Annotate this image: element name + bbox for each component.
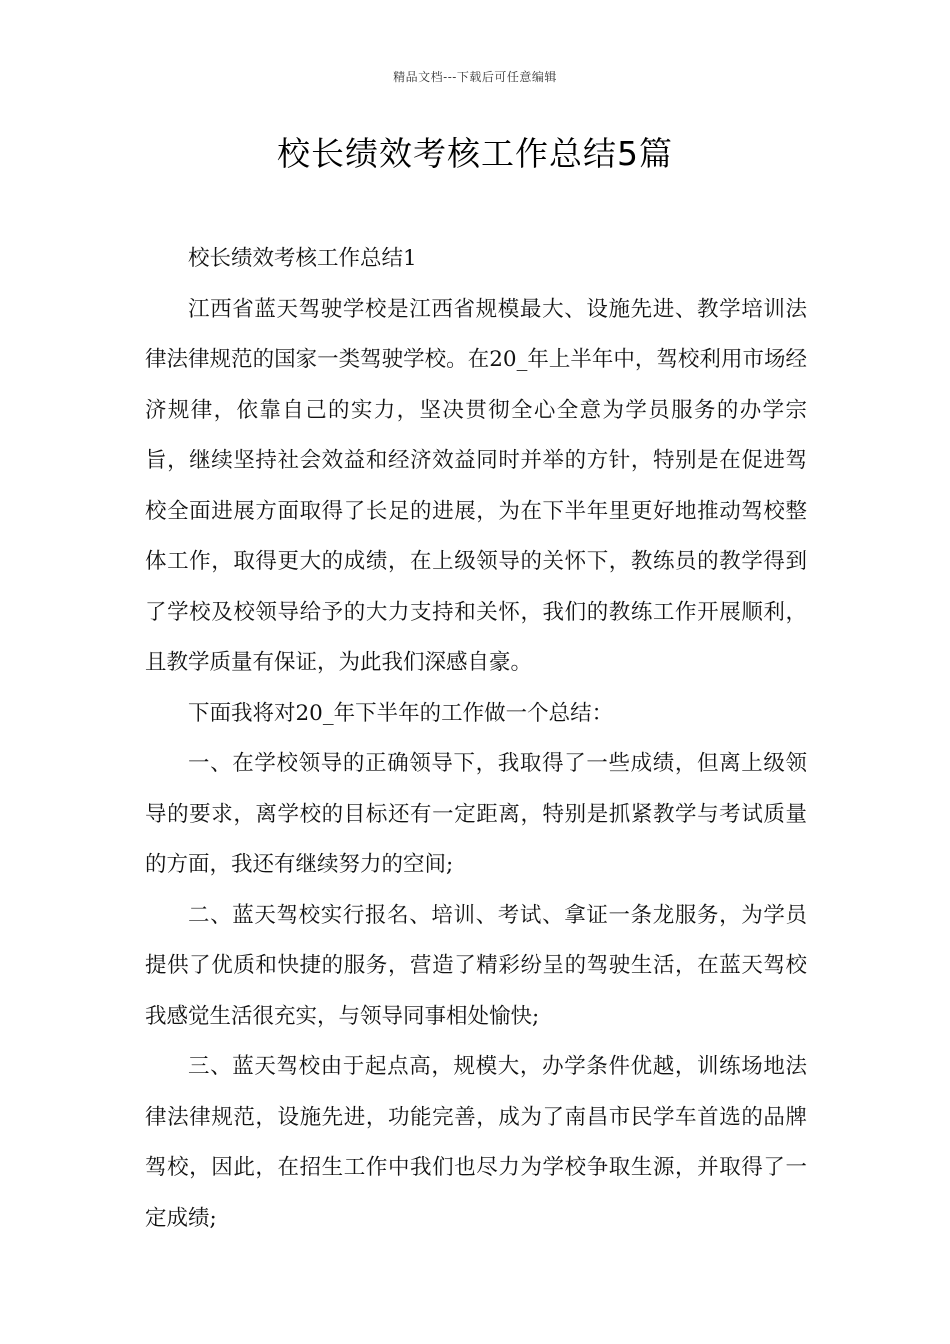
header-note: 精品文档---下载后可任意编辑 (393, 70, 557, 84)
document-title: 校长绩效考核工作总结5篇 (277, 134, 673, 173)
paragraph: 下面我将对20_年下半年的工作做一个总结： (188, 700, 614, 726)
section-heading: 校长绩效考核工作总结1 (188, 246, 417, 271)
paragraph: 三、蓝天驾校由于起点高，规模大，办学条件优越，训练场地法律法律规范，设施先进，功能完善，成为了南昌市民学车首选的品牌驾校，因此，在招生工作中我们也尽力为学校争取生源，并取得了一定成绩; (145, 1054, 807, 1231)
paragraph: 江西省蓝天驾驶学校是江西省规模最大、设施先进、教学培训法律法律规范的国家一类驾驶学校。在20_年上半年中，驾校利用市场经济规律，依靠自己的实力，坚决贯彻全心全意为学员服务的办学宗旨，继续坚持社会效益和经济效益同时并举的方针，特别是在促进驾校全面进展方面取得了长足的进展，为在下半年里更好地推动驾校整体工作，取得更大的成绩，在上级领导的关怀下，教练员的教学得到了学校及校领导给予的大力支持和关怀，我们的教练工作开展顺利，且教学质量有保证，为此我们深感自豪。 (145, 296, 807, 675)
paragraph: 一、在学校领导的正确领导下，我取得了一些成绩，但离上级领导的要求，离学校的目标还有一定距离，特别是抓紧教学与考试质量的方面，我还有继续努力的空间; (145, 751, 807, 877)
paragraph: 二、蓝天驾校实行报名、培训、考试、拿证一条龙服务，为学员提供了优质和快捷的服务，营造了精彩纷呈的驾驶生活，在蓝天驾校我感觉生活很充实，与领导同事相处愉快; (145, 902, 807, 1029)
document-body (145, 234, 807, 1244)
